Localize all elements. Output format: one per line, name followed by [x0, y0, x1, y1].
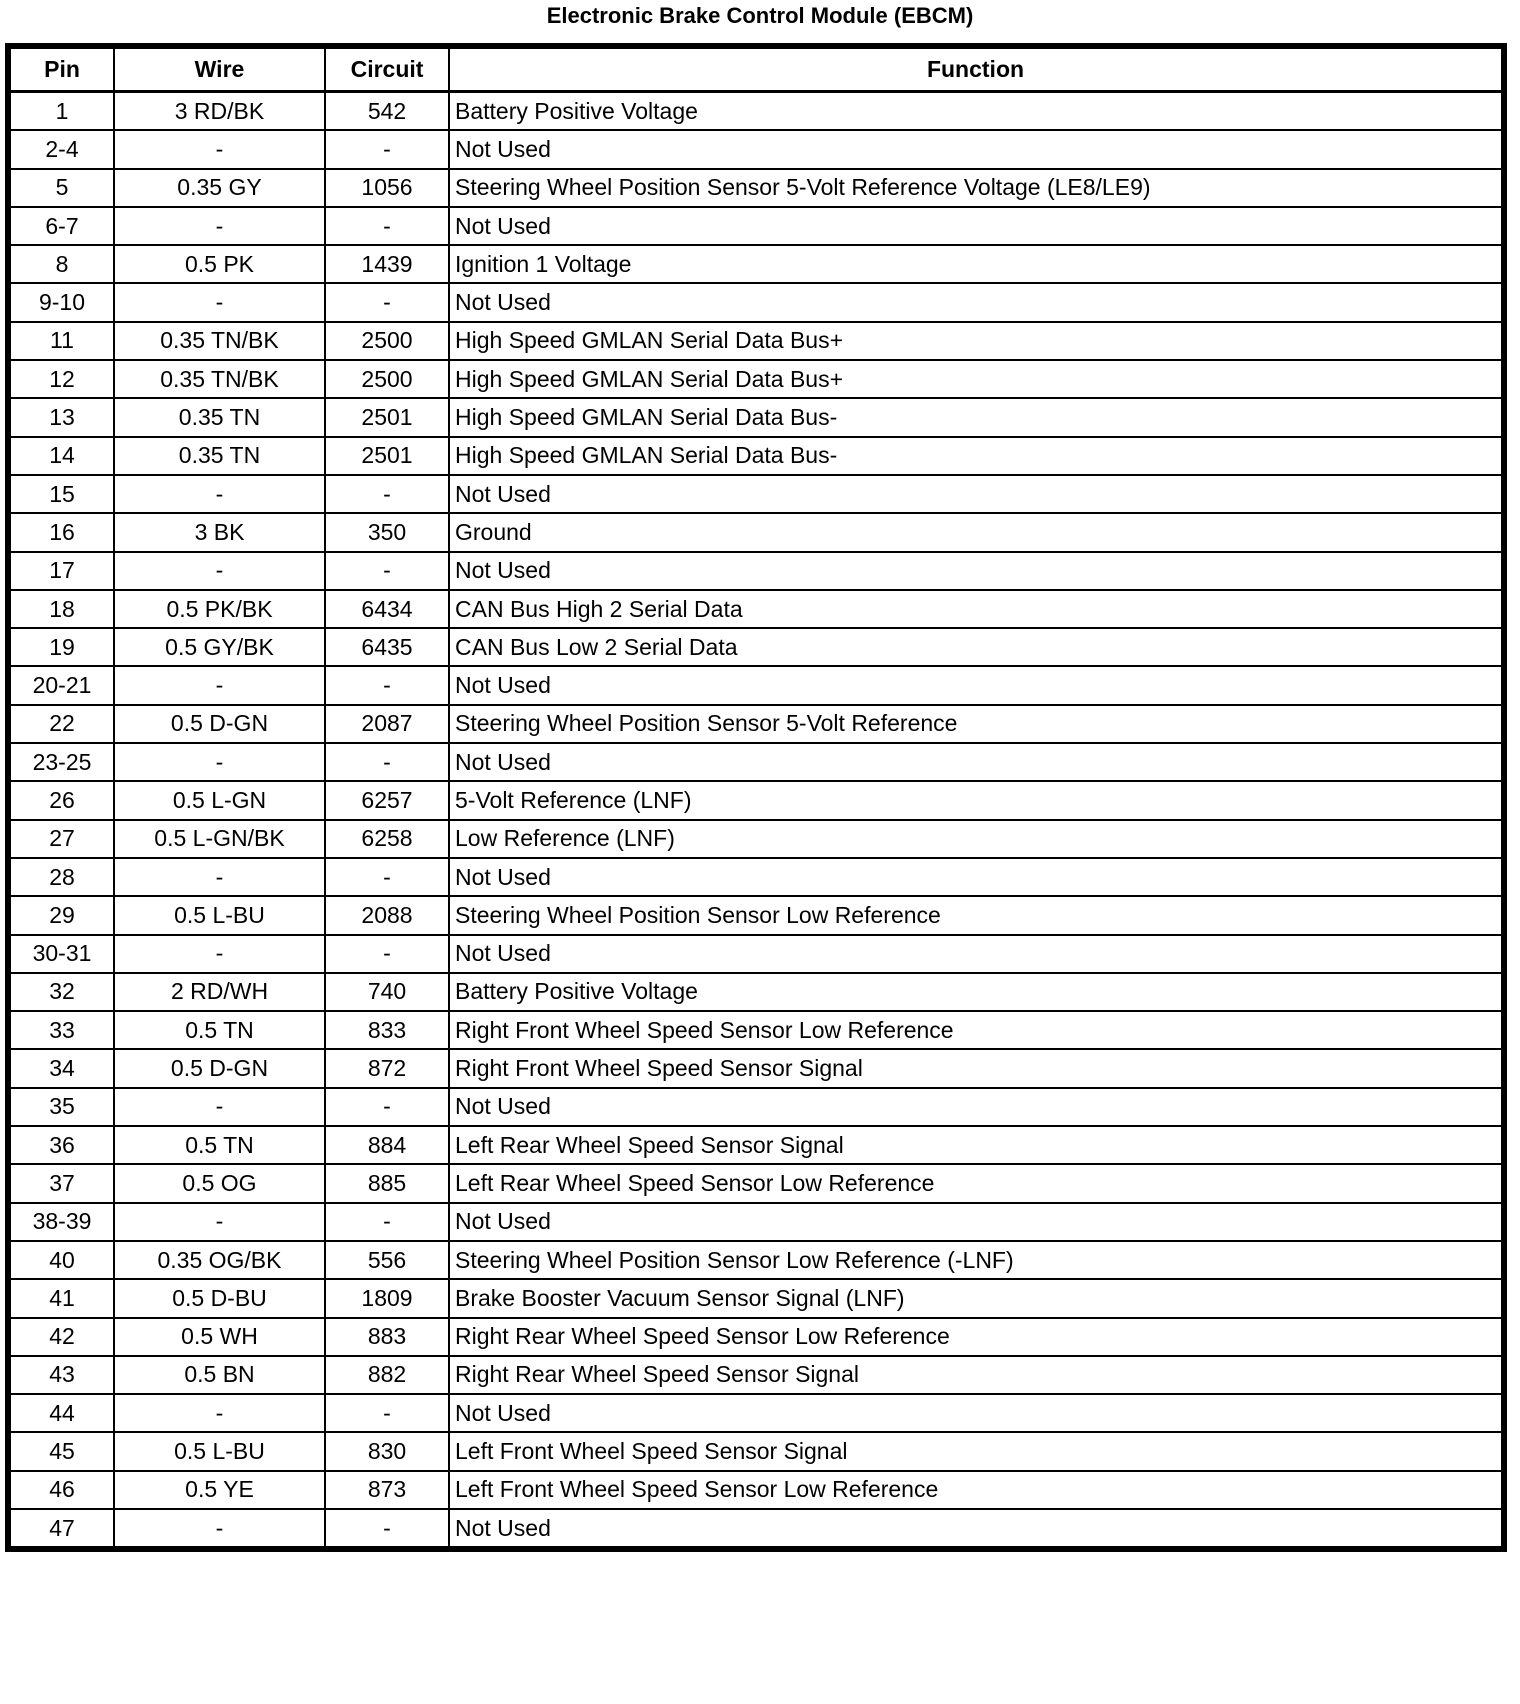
wire-cell: 0.5 L-GN/BK [114, 820, 325, 858]
circuit-cell: 1809 [325, 1279, 449, 1317]
pin-cell: 20-21 [10, 666, 114, 704]
wire-cell: - [114, 1394, 325, 1432]
circuit-cell: 2087 [325, 705, 449, 743]
table-row [10, 1318, 1502, 1356]
pin-cell: 14 [10, 437, 114, 475]
circuit-cell: 872 [325, 1049, 449, 1087]
function-cell: Not Used [449, 475, 1502, 513]
table-row [10, 820, 1502, 858]
pin-cell: 28 [10, 858, 114, 896]
circuit-cell: - [325, 743, 449, 781]
circuit-cell: - [325, 1509, 449, 1547]
circuit-cell: 833 [325, 1011, 449, 1049]
table-row [10, 1279, 1502, 1317]
circuit-cell: 830 [325, 1432, 449, 1470]
wire-cell: 0.35 GY [114, 169, 325, 207]
table-row [10, 1049, 1502, 1087]
circuit-cell: - [325, 130, 449, 168]
function-cell: Ground [449, 513, 1502, 551]
table-row [10, 207, 1502, 245]
wire-cell: 0.5 WH [114, 1318, 325, 1356]
column-header-pin: Pin [10, 48, 114, 92]
pin-cell: 17 [10, 552, 114, 590]
function-cell: Steering Wheel Position Sensor 5-Volt Reference Voltage (LE8/LE9) [449, 169, 1502, 207]
circuit-cell: 884 [325, 1126, 449, 1164]
circuit-cell: 873 [325, 1471, 449, 1509]
pin-cell: 12 [10, 360, 114, 398]
pin-cell: 45 [10, 1432, 114, 1470]
wire-cell: 0.5 YE [114, 1471, 325, 1509]
pin-cell: 11 [10, 322, 114, 360]
circuit-cell: - [325, 935, 449, 973]
table-row [10, 360, 1502, 398]
circuit-cell: 885 [325, 1164, 449, 1202]
table-row [10, 1164, 1502, 1202]
pin-cell: 47 [10, 1509, 114, 1547]
circuit-cell: - [325, 207, 449, 245]
function-cell: Not Used [449, 743, 1502, 781]
table-row [10, 1203, 1502, 1241]
wire-cell: - [114, 130, 325, 168]
wire-cell: 2 RD/WH [114, 973, 325, 1011]
circuit-cell: - [325, 1394, 449, 1432]
circuit-cell: 6435 [325, 628, 449, 666]
wire-cell: 0.35 TN [114, 398, 325, 436]
wire-cell: 0.35 TN [114, 437, 325, 475]
pin-cell: 5 [10, 169, 114, 207]
circuit-cell: 350 [325, 513, 449, 551]
function-cell: Steering Wheel Position Sensor 5-Volt Reference [449, 705, 1502, 743]
function-cell: Right Rear Wheel Speed Sensor Low Reference [449, 1318, 1502, 1356]
table-row [10, 245, 1502, 283]
pin-cell: 40 [10, 1241, 114, 1279]
pin-cell: 33 [10, 1011, 114, 1049]
function-cell: Right Rear Wheel Speed Sensor Signal [449, 1356, 1502, 1394]
function-cell: Not Used [449, 283, 1502, 321]
pin-cell: 44 [10, 1394, 114, 1432]
wire-cell: - [114, 552, 325, 590]
wire-cell: 0.5 L-GN [114, 781, 325, 819]
pin-cell: 13 [10, 398, 114, 436]
table-row [10, 1126, 1502, 1164]
pin-cell: 36 [10, 1126, 114, 1164]
function-cell: Low Reference (LNF) [449, 820, 1502, 858]
table-row [10, 398, 1502, 436]
function-cell: High Speed GMLAN Serial Data Bus- [449, 398, 1502, 436]
pin-cell: 35 [10, 1088, 114, 1126]
table-row [10, 590, 1502, 628]
pin-cell: 8 [10, 245, 114, 283]
function-cell: Not Used [449, 130, 1502, 168]
table-row [10, 437, 1502, 475]
table-row [10, 283, 1502, 321]
pin-cell: 1 [10, 92, 114, 131]
table-row [10, 628, 1502, 666]
pin-cell: 38-39 [10, 1203, 114, 1241]
pin-cell: 34 [10, 1049, 114, 1087]
function-cell: Not Used [449, 858, 1502, 896]
circuit-cell: 882 [325, 1356, 449, 1394]
circuit-cell: 2500 [325, 360, 449, 398]
wire-cell: 0.5 D-GN [114, 1049, 325, 1087]
pin-cell: 16 [10, 513, 114, 551]
pin-cell: 43 [10, 1356, 114, 1394]
circuit-cell: 6257 [325, 781, 449, 819]
wire-cell: - [114, 1203, 325, 1241]
wire-cell: 0.5 TN [114, 1126, 325, 1164]
pin-cell: 37 [10, 1164, 114, 1202]
pin-cell: 6-7 [10, 207, 114, 245]
wire-cell: 0.5 BN [114, 1356, 325, 1394]
function-cell: Right Front Wheel Speed Sensor Low Reference [449, 1011, 1502, 1049]
pin-cell: 27 [10, 820, 114, 858]
circuit-cell: 6258 [325, 820, 449, 858]
table-row [10, 781, 1502, 819]
table-row [10, 513, 1502, 551]
function-cell: 5-Volt Reference (LNF) [449, 781, 1502, 819]
table-row [10, 169, 1502, 207]
document-title: Electronic Brake Control Module (EBCM) [546, 3, 974, 28]
pin-cell: 26 [10, 781, 114, 819]
table-row [10, 896, 1502, 934]
table-row [10, 1509, 1502, 1547]
table-row [10, 1356, 1502, 1394]
wire-cell: 0.5 D-GN [114, 705, 325, 743]
pin-cell: 46 [10, 1471, 114, 1509]
function-cell: Steering Wheel Position Sensor Low Reference [449, 896, 1502, 934]
circuit-cell: 1056 [325, 169, 449, 207]
function-cell: Brake Booster Vacuum Sensor Signal (LNF) [449, 1279, 1502, 1317]
column-header-wire: Wire [114, 48, 325, 92]
function-cell: Not Used [449, 1203, 1502, 1241]
function-cell: Right Front Wheel Speed Sensor Signal [449, 1049, 1502, 1087]
circuit-cell: 556 [325, 1241, 449, 1279]
circuit-cell: 2501 [325, 437, 449, 475]
table-row [10, 1011, 1502, 1049]
wire-cell: - [114, 207, 325, 245]
wire-cell: 3 BK [114, 513, 325, 551]
wire-cell: 0.35 OG/BK [114, 1241, 325, 1279]
function-cell: Not Used [449, 207, 1502, 245]
table-row [10, 743, 1502, 781]
circuit-cell: - [325, 475, 449, 513]
pin-cell: 42 [10, 1318, 114, 1356]
function-cell: CAN Bus Low 2 Serial Data [449, 628, 1502, 666]
function-cell: Left Front Wheel Speed Sensor Low Reference [449, 1471, 1502, 1509]
table-row [10, 475, 1502, 513]
wire-cell: 0.35 TN/BK [114, 360, 325, 398]
table-row [10, 1432, 1502, 1470]
circuit-cell: - [325, 1203, 449, 1241]
wire-cell: 0.5 OG [114, 1164, 325, 1202]
pin-cell: 15 [10, 475, 114, 513]
column-header-function: Function [449, 48, 1502, 92]
function-cell: Battery Positive Voltage [449, 973, 1502, 1011]
table-row [10, 705, 1502, 743]
wire-cell: - [114, 858, 325, 896]
pin-cell: 22 [10, 705, 114, 743]
wire-cell: - [114, 283, 325, 321]
function-cell: Left Front Wheel Speed Sensor Signal [449, 1432, 1502, 1470]
pin-cell: 32 [10, 973, 114, 1011]
connector-pinout-table [5, 43, 1507, 1552]
pin-cell: 29 [10, 896, 114, 934]
wire-cell: 0.5 L-BU [114, 1432, 325, 1470]
wire-cell: 0.5 D-BU [114, 1279, 325, 1317]
table-row [10, 552, 1502, 590]
circuit-cell: 2500 [325, 322, 449, 360]
function-cell: Steering Wheel Position Sensor Low Reference (-LNF) [449, 1241, 1502, 1279]
circuit-cell: - [325, 1088, 449, 1126]
function-cell: Not Used [449, 1394, 1502, 1432]
wire-cell: - [114, 743, 325, 781]
function-cell: Not Used [449, 1088, 1502, 1126]
circuit-cell: 740 [325, 973, 449, 1011]
circuit-cell: 2088 [325, 896, 449, 934]
circuit-cell: - [325, 552, 449, 590]
function-cell: High Speed GMLAN Serial Data Bus+ [449, 360, 1502, 398]
table-row [10, 935, 1502, 973]
wire-cell: 3 RD/BK [114, 92, 325, 131]
table-row [10, 666, 1502, 704]
pin-cell: 41 [10, 1279, 114, 1317]
circuit-cell: 1439 [325, 245, 449, 283]
circuit-cell: 883 [325, 1318, 449, 1356]
wire-cell: 0.5 TN [114, 1011, 325, 1049]
circuit-cell: 2501 [325, 398, 449, 436]
table-row [10, 1394, 1502, 1432]
function-cell: High Speed GMLAN Serial Data Bus- [449, 437, 1502, 475]
pin-cell: 9-10 [10, 283, 114, 321]
table-row [10, 858, 1502, 896]
pin-cell: 23-25 [10, 743, 114, 781]
circuit-cell: - [325, 283, 449, 321]
table-row [10, 1241, 1502, 1279]
wire-cell: 0.5 GY/BK [114, 628, 325, 666]
circuit-cell: - [325, 666, 449, 704]
table-row [10, 130, 1502, 168]
pin-cell: 2-4 [10, 130, 114, 168]
table-row [10, 322, 1502, 360]
table-row [10, 1471, 1502, 1509]
wire-cell: - [114, 1088, 325, 1126]
circuit-cell: - [325, 858, 449, 896]
function-cell: Ignition 1 Voltage [449, 245, 1502, 283]
function-cell: Not Used [449, 552, 1502, 590]
function-cell: High Speed GMLAN Serial Data Bus+ [449, 322, 1502, 360]
table-row [10, 973, 1502, 1011]
table-row [10, 92, 1502, 131]
table-header-row [10, 48, 1502, 92]
wire-cell: - [114, 475, 325, 513]
wire-cell: 0.5 PK/BK [114, 590, 325, 628]
function-cell: Left Rear Wheel Speed Sensor Low Reference [449, 1164, 1502, 1202]
circuit-cell: 6434 [325, 590, 449, 628]
function-cell: Left Rear Wheel Speed Sensor Signal [449, 1126, 1502, 1164]
pin-cell: 30-31 [10, 935, 114, 973]
pin-cell: 18 [10, 590, 114, 628]
function-cell: Not Used [449, 666, 1502, 704]
column-header-circuit: Circuit [325, 48, 449, 92]
function-cell: Not Used [449, 935, 1502, 973]
wire-cell: 0.5 PK [114, 245, 325, 283]
wire-cell: - [114, 1509, 325, 1547]
function-cell: CAN Bus High 2 Serial Data [449, 590, 1502, 628]
wire-cell: 0.5 L-BU [114, 896, 325, 934]
pin-cell: 19 [10, 628, 114, 666]
function-cell: Battery Positive Voltage [449, 92, 1502, 131]
wire-cell: - [114, 935, 325, 973]
wire-cell: - [114, 666, 325, 704]
table-body [10, 92, 1502, 1548]
circuit-cell: 542 [325, 92, 449, 131]
function-cell: Not Used [449, 1509, 1502, 1547]
table-row [10, 1088, 1502, 1126]
wire-cell: 0.35 TN/BK [114, 322, 325, 360]
